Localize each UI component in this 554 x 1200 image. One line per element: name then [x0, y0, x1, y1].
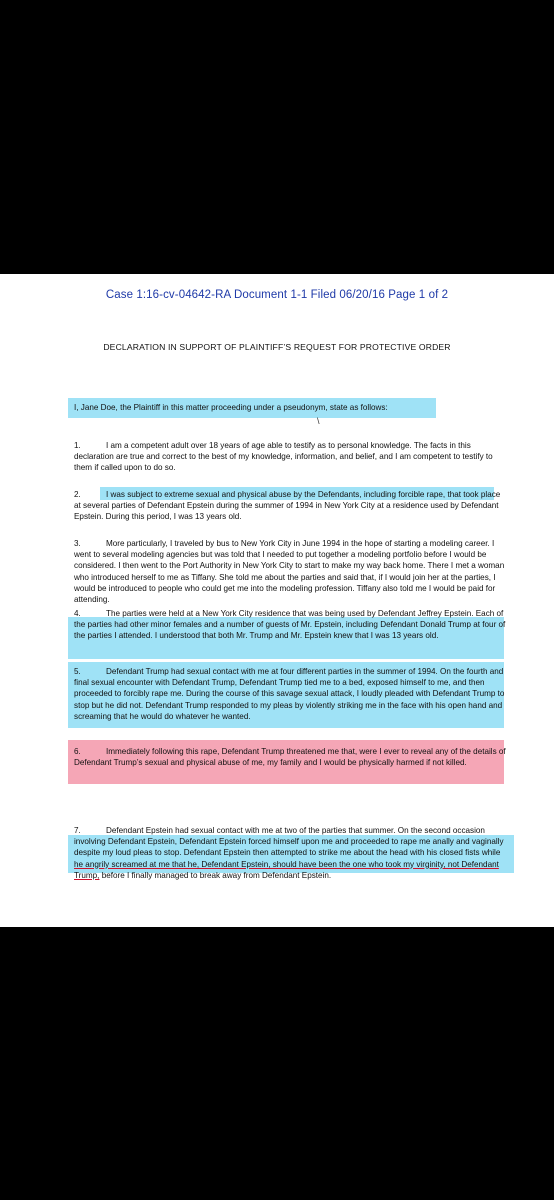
paragraph-highlighted-text: I was subject to extreme sexual and physical abuse by the Defendants, including forcible rape,	[106, 490, 446, 499]
paragraph-highlighted-text: Each of the parties had other minor females and a number of guests of Mr. Epstein, including Defendant Donald Trump at four of the parties I attended. I understood that both Mr. Trump and Mr. Epstein knew that I was 13 years old.	[74, 609, 506, 641]
paragraph-6	[74, 746, 506, 768]
document-title: DECLARATION IN SUPPORT OF PLAINTIFF’S REQUEST FOR PROTECTIVE ORDER	[103, 342, 451, 352]
paragraph-text: Defendant Epstein had sexual contact with me at two of the parties that summer. On the second occasion involving Defendant Epstein,	[74, 826, 485, 847]
paragraph-text: I am a competent adult over 18 years of age able to testify as to personal knowledge. The facts in this declaration are true and correct to the best of my knowledge, information, and belief, and I am competent to testify to them if called upon to do so.	[74, 441, 493, 473]
paragraph-2	[74, 489, 506, 523]
paragraph-text: that took place at several parties of Defendant Epstein during the summer of 1994 in New York City at a residence used by Defendant Epstein. During this period, I was 13 years old.	[74, 490, 501, 522]
paragraph-text: More particularly, I traveled by bus to New York City in June 1994 in the hope of starting a modeling career. I went to several modeling agencies but was told that I needed to put together a modeling portfolio before I would be considered. I then went to the Port Authority in New York City to start to make my way back home. There I met a woman who introduced herself to me as Tiffany. She told me about the parties and said that, if I would join her at the parties, I would be introduced to people who could get me into the modeling profession. Tiffany also told me I would be paid for attending.	[74, 539, 505, 605]
paragraph-text: before I finally managed to break away from Defendant Epstein.	[101, 870, 332, 880]
paragraph-number: 3.	[74, 539, 81, 548]
intro-line: I, Jane Doe, the Plaintiff in this matter proceeding under a pseudonym, state as follows:	[74, 403, 388, 412]
paragraph-3	[74, 538, 506, 605]
paragraph-text: Defendant Trump had sexual contact with me at four different parties in the summer of 1994. On the fourth and final sexual encounter with Defendant Trump, Defendant Trump tied me to a bed, exposed himself to me, and then proceeded to forcibly rape me. During the course of this savage sexual attack, I loudly pleaded with Defendant Trump to stop but he did not. Defendant Trump responded to my pleas by violently striking me in the face with his open hand and screaming that he would do whatever he wanted.	[74, 667, 505, 721]
paragraph-number: 7.	[74, 826, 81, 835]
paragraph-number: 4.	[74, 609, 81, 618]
paragraph-number: 2.	[74, 490, 81, 499]
paragraph-text: Immediately following this rape, Defendant Trump threatened me that, were I ever to reveal any of the details of Defendant Trump’s sexual and physical abuse of me, my family and I would be physically harmed if not killed.	[74, 747, 506, 768]
paragraph-4	[74, 608, 506, 642]
paragraph-number: 5.	[74, 667, 81, 676]
paragraph-text: The parties were held at a New York City residence that was being used by Defendant Jeffrey Epstein.	[106, 609, 474, 618]
paragraph-number: 1.	[74, 441, 81, 450]
paragraph-1	[74, 440, 506, 474]
paragraph-number: 6.	[74, 747, 81, 756]
paragraph-5	[74, 666, 506, 722]
paragraph-highlighted-text: Defendant Epstein forced himself upon me and proceeded to rape me anally and vaginally despite my loud pleas to stop. Defendant Epstein then attempted to strike me about the head with his closed fists while	[74, 837, 504, 858]
intro-text	[74, 402, 434, 413]
document-page	[0, 274, 554, 927]
case-header: Case 1:16-cv-04642-RA Document 1-1 Filed 06/20/16 Page 1 of 2	[105, 289, 449, 301]
paragraph-7	[74, 825, 506, 881]
red-underlined-text: he angrily screamed at me that he, Defendant Epstein, should have been the one who took my virginity, not Defendant Trump,	[74, 859, 499, 880]
pen-tick-mark: \	[317, 416, 320, 426]
